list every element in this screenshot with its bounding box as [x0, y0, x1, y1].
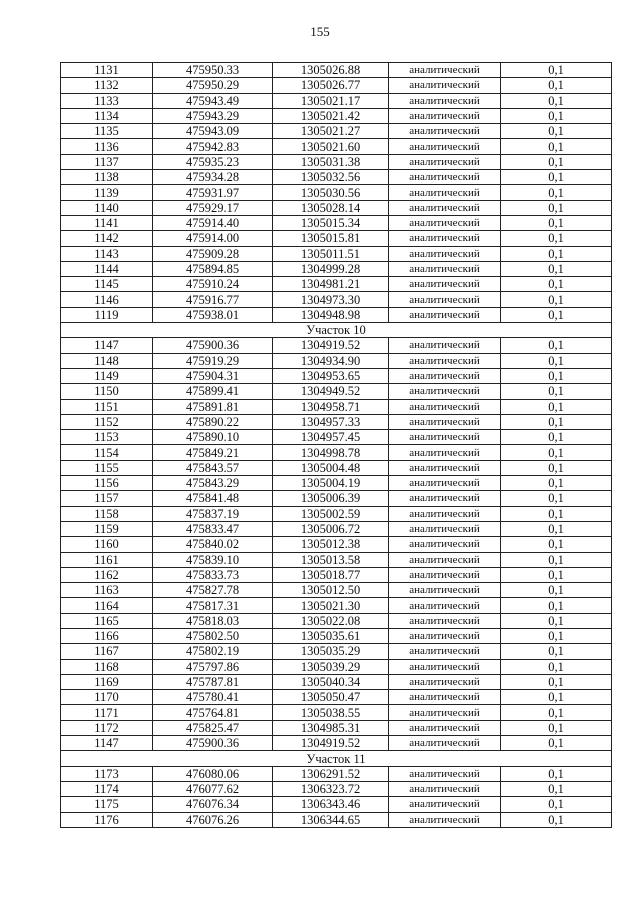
accuracy-cell: 0,1	[501, 139, 612, 154]
y-coordinate-cell: 1305004.19	[273, 476, 389, 491]
point-number-cell: 1155	[61, 460, 153, 475]
y-coordinate-cell: 1305013.58	[273, 552, 389, 567]
accuracy-cell: 0,1	[501, 338, 612, 353]
table-row	[61, 476, 612, 491]
method-cell: аналитический	[389, 200, 501, 215]
table-row	[61, 78, 612, 93]
accuracy-cell: 0,1	[501, 384, 612, 399]
method-cell: аналитический	[389, 353, 501, 368]
y-coordinate-cell: 1305030.56	[273, 185, 389, 200]
x-coordinate-cell: 475833.47	[153, 521, 273, 536]
point-number-cell: 1131	[61, 63, 153, 78]
accuracy-cell: 0,1	[501, 93, 612, 108]
x-coordinate-cell: 475950.33	[153, 63, 273, 78]
accuracy-cell: 0,1	[501, 537, 612, 552]
accuracy-cell: 0,1	[501, 720, 612, 735]
section-title: Участок 10	[61, 323, 612, 338]
y-coordinate-cell: 1304948.98	[273, 307, 389, 322]
table-row	[61, 460, 612, 475]
point-number-cell: 1135	[61, 124, 153, 139]
y-coordinate-cell: 1305006.72	[273, 521, 389, 536]
method-cell: аналитический	[389, 261, 501, 276]
point-number-cell: 1147	[61, 338, 153, 353]
table-row	[61, 659, 612, 674]
x-coordinate-cell: 475916.77	[153, 292, 273, 307]
y-coordinate-cell: 1305035.61	[273, 628, 389, 643]
accuracy-cell: 0,1	[501, 277, 612, 292]
table-row	[61, 231, 612, 246]
point-number-cell: 1133	[61, 93, 153, 108]
method-cell: аналитический	[389, 338, 501, 353]
table-row	[61, 521, 612, 536]
x-coordinate-cell: 475942.83	[153, 139, 273, 154]
point-number-cell: 1142	[61, 231, 153, 246]
accuracy-cell: 0,1	[501, 812, 612, 827]
y-coordinate-cell: 1305021.60	[273, 139, 389, 154]
y-coordinate-cell: 1306323.72	[273, 781, 389, 796]
y-coordinate-cell: 1304981.21	[273, 277, 389, 292]
point-number-cell: 1146	[61, 292, 153, 307]
point-number-cell: 1150	[61, 384, 153, 399]
y-coordinate-cell: 1305012.38	[273, 537, 389, 552]
accuracy-cell: 0,1	[501, 705, 612, 720]
x-coordinate-cell: 475890.22	[153, 414, 273, 429]
method-cell: аналитический	[389, 108, 501, 123]
accuracy-cell: 0,1	[501, 567, 612, 582]
y-coordinate-cell: 1304919.52	[273, 338, 389, 353]
accuracy-cell: 0,1	[501, 476, 612, 491]
accuracy-cell: 0,1	[501, 445, 612, 460]
method-cell: аналитический	[389, 399, 501, 414]
method-cell: аналитический	[389, 674, 501, 689]
accuracy-cell: 0,1	[501, 414, 612, 429]
y-coordinate-cell: 1305011.51	[273, 246, 389, 261]
point-number-cell: 1151	[61, 399, 153, 414]
point-number-cell: 1148	[61, 353, 153, 368]
x-coordinate-cell: 475929.17	[153, 200, 273, 215]
x-coordinate-cell: 475934.28	[153, 170, 273, 185]
method-cell: аналитический	[389, 124, 501, 139]
table-row	[61, 108, 612, 123]
table-row	[61, 567, 612, 582]
page-number: 155	[310, 24, 330, 39]
accuracy-cell: 0,1	[501, 460, 612, 475]
method-cell: аналитический	[389, 720, 501, 735]
y-coordinate-cell: 1304958.71	[273, 399, 389, 414]
table-row	[61, 430, 612, 445]
y-coordinate-cell: 1305002.59	[273, 506, 389, 521]
method-cell: аналитический	[389, 781, 501, 796]
y-coordinate-cell: 1305021.42	[273, 108, 389, 123]
point-number-cell: 1174	[61, 781, 153, 796]
y-coordinate-cell: 1305026.88	[273, 63, 389, 78]
table-row	[61, 292, 612, 307]
accuracy-cell: 0,1	[501, 674, 612, 689]
accuracy-cell: 0,1	[501, 368, 612, 383]
method-cell: аналитический	[389, 246, 501, 261]
y-coordinate-cell: 1304949.52	[273, 384, 389, 399]
point-number-cell: 1152	[61, 414, 153, 429]
y-coordinate-cell: 1305012.50	[273, 583, 389, 598]
y-coordinate-cell: 1305021.27	[273, 124, 389, 139]
x-coordinate-cell: 475943.09	[153, 124, 273, 139]
method-cell: аналитический	[389, 628, 501, 643]
method-cell: аналитический	[389, 613, 501, 628]
x-coordinate-cell: 475797.86	[153, 659, 273, 674]
accuracy-cell: 0,1	[501, 200, 612, 215]
point-number-cell: 1162	[61, 567, 153, 582]
table-row	[61, 200, 612, 215]
accuracy-cell: 0,1	[501, 108, 612, 123]
accuracy-cell: 0,1	[501, 598, 612, 613]
point-number-cell: 1158	[61, 506, 153, 521]
table-row	[61, 797, 612, 812]
method-cell: аналитический	[389, 93, 501, 108]
point-number-cell: 1173	[61, 766, 153, 781]
accuracy-cell: 0,1	[501, 307, 612, 322]
method-cell: аналитический	[389, 63, 501, 78]
accuracy-cell: 0,1	[501, 766, 612, 781]
method-cell: аналитический	[389, 690, 501, 705]
method-cell: аналитический	[389, 139, 501, 154]
point-number-cell: 1156	[61, 476, 153, 491]
accuracy-cell: 0,1	[501, 491, 612, 506]
x-coordinate-cell: 475802.50	[153, 628, 273, 643]
point-number-cell: 1145	[61, 277, 153, 292]
y-coordinate-cell: 1306291.52	[273, 766, 389, 781]
table-row	[61, 170, 612, 185]
point-number-cell: 1134	[61, 108, 153, 123]
method-cell: аналитический	[389, 368, 501, 383]
x-coordinate-cell: 475787.81	[153, 674, 273, 689]
table-row	[61, 124, 612, 139]
method-cell: аналитический	[389, 583, 501, 598]
accuracy-cell: 0,1	[501, 736, 612, 751]
point-number-cell: 1163	[61, 583, 153, 598]
point-number-cell: 1172	[61, 720, 153, 735]
table-row	[61, 139, 612, 154]
table-row	[61, 414, 612, 429]
y-coordinate-cell: 1305006.39	[273, 491, 389, 506]
point-number-cell: 1167	[61, 644, 153, 659]
x-coordinate-cell: 476077.62	[153, 781, 273, 796]
accuracy-cell: 0,1	[501, 628, 612, 643]
point-number-cell: 1141	[61, 215, 153, 230]
y-coordinate-cell: 1305021.30	[273, 598, 389, 613]
x-coordinate-cell: 475904.31	[153, 368, 273, 383]
accuracy-cell: 0,1	[501, 124, 612, 139]
y-coordinate-cell: 1305038.55	[273, 705, 389, 720]
method-cell: аналитический	[389, 736, 501, 751]
method-cell: аналитический	[389, 521, 501, 536]
table-row	[61, 277, 612, 292]
accuracy-cell: 0,1	[501, 170, 612, 185]
x-coordinate-cell: 475840.02	[153, 537, 273, 552]
x-coordinate-cell: 475938.01	[153, 307, 273, 322]
accuracy-cell: 0,1	[501, 399, 612, 414]
table-row	[61, 399, 612, 414]
point-number-cell: 1171	[61, 705, 153, 720]
x-coordinate-cell: 475839.10	[153, 552, 273, 567]
x-coordinate-cell: 475818.03	[153, 613, 273, 628]
point-number-cell: 1143	[61, 246, 153, 261]
point-number-cell: 1170	[61, 690, 153, 705]
x-coordinate-cell: 475914.00	[153, 231, 273, 246]
x-coordinate-cell: 475890.10	[153, 430, 273, 445]
point-number-cell: 1168	[61, 659, 153, 674]
x-coordinate-cell: 476080.06	[153, 766, 273, 781]
table-row	[61, 384, 612, 399]
y-coordinate-cell: 1304953.65	[273, 368, 389, 383]
table-row	[61, 583, 612, 598]
accuracy-cell: 0,1	[501, 797, 612, 812]
y-coordinate-cell: 1305022.08	[273, 613, 389, 628]
y-coordinate-cell: 1305015.81	[273, 231, 389, 246]
point-number-cell: 1153	[61, 430, 153, 445]
coordinates-table	[60, 62, 612, 828]
y-coordinate-cell: 1305021.17	[273, 93, 389, 108]
table-row	[61, 491, 612, 506]
accuracy-cell: 0,1	[501, 521, 612, 536]
method-cell: аналитический	[389, 537, 501, 552]
point-number-cell: 1138	[61, 170, 153, 185]
x-coordinate-cell: 475764.81	[153, 705, 273, 720]
x-coordinate-cell: 475943.29	[153, 108, 273, 123]
y-coordinate-cell: 1305026.77	[273, 78, 389, 93]
table-row	[61, 63, 612, 78]
table-row	[61, 812, 612, 827]
y-coordinate-cell: 1305035.29	[273, 644, 389, 659]
x-coordinate-cell: 475827.78	[153, 583, 273, 598]
y-coordinate-cell: 1305040.34	[273, 674, 389, 689]
method-cell: аналитический	[389, 231, 501, 246]
method-cell: аналитический	[389, 567, 501, 582]
y-coordinate-cell: 1304919.52	[273, 736, 389, 751]
y-coordinate-cell: 1304934.90	[273, 353, 389, 368]
x-coordinate-cell: 475843.29	[153, 476, 273, 491]
table-row	[61, 598, 612, 613]
point-number-cell: 1159	[61, 521, 153, 536]
point-number-cell: 1160	[61, 537, 153, 552]
table-row	[61, 766, 612, 781]
method-cell: аналитический	[389, 430, 501, 445]
method-cell: аналитический	[389, 491, 501, 506]
accuracy-cell: 0,1	[501, 231, 612, 246]
y-coordinate-cell: 1304973.30	[273, 292, 389, 307]
table-row	[61, 720, 612, 735]
table-row	[61, 781, 612, 796]
accuracy-cell: 0,1	[501, 185, 612, 200]
point-number-cell: 1164	[61, 598, 153, 613]
method-cell: аналитический	[389, 659, 501, 674]
x-coordinate-cell: 475909.28	[153, 246, 273, 261]
accuracy-cell: 0,1	[501, 353, 612, 368]
x-coordinate-cell: 475841.48	[153, 491, 273, 506]
point-number-cell: 1169	[61, 674, 153, 689]
y-coordinate-cell: 1305039.29	[273, 659, 389, 674]
table-row	[61, 246, 612, 261]
y-coordinate-cell: 1305015.34	[273, 215, 389, 230]
accuracy-cell: 0,1	[501, 644, 612, 659]
point-number-cell: 1140	[61, 200, 153, 215]
x-coordinate-cell: 476076.26	[153, 812, 273, 827]
accuracy-cell: 0,1	[501, 613, 612, 628]
method-cell: аналитический	[389, 307, 501, 322]
y-coordinate-cell: 1306343.46	[273, 797, 389, 812]
table-row	[61, 368, 612, 383]
x-coordinate-cell: 475825.47	[153, 720, 273, 735]
coordinates-table-body	[61, 63, 612, 828]
table-row	[61, 93, 612, 108]
table-row	[61, 537, 612, 552]
table-row	[61, 552, 612, 567]
method-cell: аналитический	[389, 460, 501, 475]
accuracy-cell: 0,1	[501, 292, 612, 307]
section-title: Участок 11	[61, 751, 612, 766]
point-number-cell: 1137	[61, 154, 153, 169]
y-coordinate-cell: 1305018.77	[273, 567, 389, 582]
point-number-cell: 1154	[61, 445, 153, 460]
method-cell: аналитический	[389, 476, 501, 491]
point-number-cell: 1157	[61, 491, 153, 506]
method-cell: аналитический	[389, 277, 501, 292]
table-row	[61, 705, 612, 720]
y-coordinate-cell: 1304957.33	[273, 414, 389, 429]
table-row	[61, 307, 612, 322]
table-row	[61, 185, 612, 200]
point-number-cell: 1132	[61, 78, 153, 93]
method-cell: аналитический	[389, 766, 501, 781]
method-cell: аналитический	[389, 644, 501, 659]
x-coordinate-cell: 475935.23	[153, 154, 273, 169]
x-coordinate-cell: 475833.73	[153, 567, 273, 582]
x-coordinate-cell: 475802.19	[153, 644, 273, 659]
y-coordinate-cell: 1304957.45	[273, 430, 389, 445]
method-cell: аналитический	[389, 797, 501, 812]
method-cell: аналитический	[389, 552, 501, 567]
method-cell: аналитический	[389, 812, 501, 827]
x-coordinate-cell: 475900.36	[153, 338, 273, 353]
point-number-cell: 1144	[61, 261, 153, 276]
table-row	[61, 261, 612, 276]
x-coordinate-cell: 475931.97	[153, 185, 273, 200]
x-coordinate-cell: 475817.31	[153, 598, 273, 613]
accuracy-cell: 0,1	[501, 659, 612, 674]
table-row	[61, 644, 612, 659]
x-coordinate-cell: 475891.81	[153, 399, 273, 414]
method-cell: аналитический	[389, 170, 501, 185]
accuracy-cell: 0,1	[501, 154, 612, 169]
accuracy-cell: 0,1	[501, 261, 612, 276]
y-coordinate-cell: 1306344.65	[273, 812, 389, 827]
point-number-cell: 1166	[61, 628, 153, 643]
x-coordinate-cell: 475849.21	[153, 445, 273, 460]
y-coordinate-cell: 1304985.31	[273, 720, 389, 735]
point-number-cell: 1176	[61, 812, 153, 827]
table-row	[61, 613, 612, 628]
accuracy-cell: 0,1	[501, 583, 612, 598]
x-coordinate-cell: 475899.41	[153, 384, 273, 399]
point-number-cell: 1161	[61, 552, 153, 567]
method-cell: аналитический	[389, 154, 501, 169]
table-row	[61, 338, 612, 353]
point-number-cell: 1119	[61, 307, 153, 322]
y-coordinate-cell: 1305032.56	[273, 170, 389, 185]
x-coordinate-cell: 475900.36	[153, 736, 273, 751]
x-coordinate-cell: 475950.29	[153, 78, 273, 93]
point-number-cell: 1175	[61, 797, 153, 812]
accuracy-cell: 0,1	[501, 246, 612, 261]
x-coordinate-cell: 475780.41	[153, 690, 273, 705]
accuracy-cell: 0,1	[501, 78, 612, 93]
table-row	[61, 353, 612, 368]
x-coordinate-cell: 475894.85	[153, 261, 273, 276]
accuracy-cell: 0,1	[501, 430, 612, 445]
y-coordinate-cell: 1304998.78	[273, 445, 389, 460]
table-row	[61, 506, 612, 521]
accuracy-cell: 0,1	[501, 552, 612, 567]
y-coordinate-cell: 1304999.28	[273, 261, 389, 276]
y-coordinate-cell: 1305031.38	[273, 154, 389, 169]
x-coordinate-cell: 475919.29	[153, 353, 273, 368]
table-row	[61, 736, 612, 751]
method-cell: аналитический	[389, 384, 501, 399]
x-coordinate-cell: 475910.24	[153, 277, 273, 292]
accuracy-cell: 0,1	[501, 781, 612, 796]
y-coordinate-cell: 1305050.47	[273, 690, 389, 705]
accuracy-cell: 0,1	[501, 63, 612, 78]
accuracy-cell: 0,1	[501, 690, 612, 705]
point-number-cell: 1149	[61, 368, 153, 383]
accuracy-cell: 0,1	[501, 215, 612, 230]
method-cell: аналитический	[389, 414, 501, 429]
point-number-cell: 1165	[61, 613, 153, 628]
method-cell: аналитический	[389, 215, 501, 230]
table-row	[61, 628, 612, 643]
point-number-cell: 1139	[61, 185, 153, 200]
y-coordinate-cell: 1305028.14	[273, 200, 389, 215]
x-coordinate-cell: 476076.34	[153, 797, 273, 812]
x-coordinate-cell: 475943.49	[153, 93, 273, 108]
table-row	[61, 674, 612, 689]
accuracy-cell: 0,1	[501, 506, 612, 521]
point-number-cell: 1136	[61, 139, 153, 154]
table-row	[61, 690, 612, 705]
table-row	[61, 445, 612, 460]
method-cell: аналитический	[389, 78, 501, 93]
y-coordinate-cell: 1305004.48	[273, 460, 389, 475]
section-row	[61, 751, 612, 766]
x-coordinate-cell: 475914.40	[153, 215, 273, 230]
method-cell: аналитический	[389, 506, 501, 521]
table-row	[61, 215, 612, 230]
x-coordinate-cell: 475837.19	[153, 506, 273, 521]
method-cell: аналитический	[389, 292, 501, 307]
section-row	[61, 323, 612, 338]
table-row	[61, 154, 612, 169]
point-number-cell: 1147	[61, 736, 153, 751]
method-cell: аналитический	[389, 598, 501, 613]
method-cell: аналитический	[389, 705, 501, 720]
x-coordinate-cell: 475843.57	[153, 460, 273, 475]
method-cell: аналитический	[389, 185, 501, 200]
method-cell: аналитический	[389, 445, 501, 460]
